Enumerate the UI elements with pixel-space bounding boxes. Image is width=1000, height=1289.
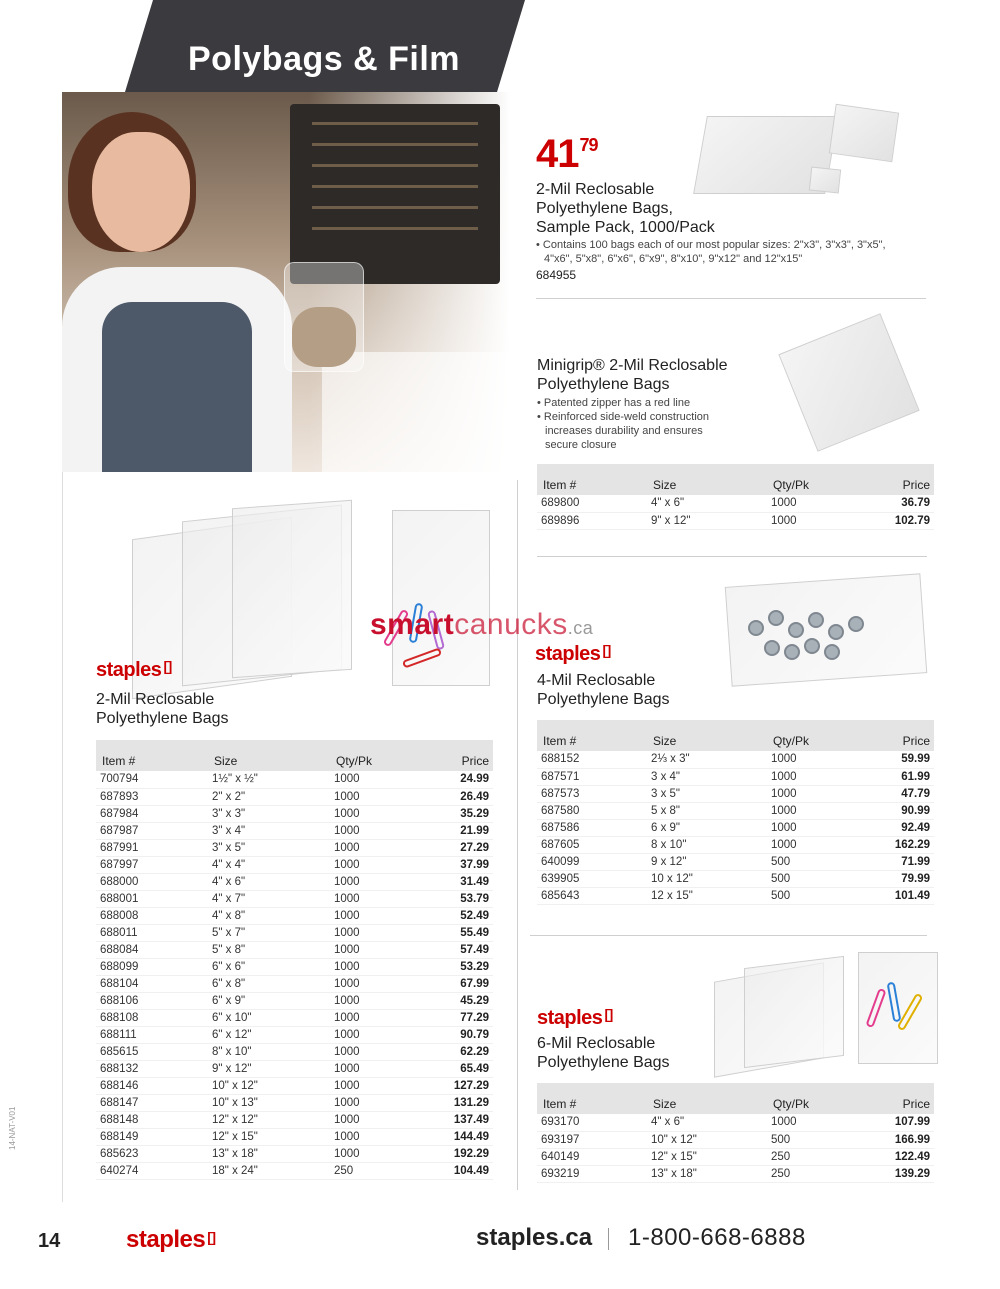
qty-cell: 1000 bbox=[330, 839, 420, 856]
size-cell: 12" x 15" bbox=[208, 1128, 330, 1145]
size-cell: 4" x 6" bbox=[647, 495, 767, 512]
price-cell: 37.99 bbox=[420, 856, 493, 873]
chalkboard bbox=[290, 104, 500, 284]
divider bbox=[536, 298, 926, 299]
size-cell: 18" x 24" bbox=[208, 1162, 330, 1179]
table-row bbox=[96, 1094, 493, 1111]
table-row bbox=[537, 495, 934, 512]
table-row bbox=[537, 870, 934, 887]
qty-cell: 1000 bbox=[767, 512, 857, 529]
table-row bbox=[96, 1145, 493, 1162]
qty-cell: 500 bbox=[767, 1131, 857, 1148]
table-row bbox=[96, 1128, 493, 1145]
item-number-cell: 687987 bbox=[96, 822, 208, 839]
face bbox=[92, 132, 190, 252]
size-cell: 13" x 18" bbox=[208, 1145, 330, 1162]
price-cell: 45.29 bbox=[420, 992, 493, 1009]
qty-cell: 1000 bbox=[330, 1077, 420, 1094]
item-number-cell: 688106 bbox=[96, 992, 208, 1009]
price-cell: 36.79 bbox=[857, 495, 934, 512]
size-cell: 4" x 6" bbox=[647, 1114, 767, 1131]
size-cell: 10 x 12" bbox=[647, 870, 767, 887]
size-cell: 2" x 2" bbox=[208, 788, 330, 805]
table-row bbox=[537, 751, 934, 768]
qty-cell: 500 bbox=[767, 887, 857, 904]
qty-cell: 1000 bbox=[767, 802, 857, 819]
six-mil-table: Item # Size Qty/Pk Price 693170 4" x 6" 1000 107.99 693197 10" x 12" 500 166.99 640149 12" x 15" 250 122.49 693219 13" x 18" 250 139.29 bbox=[537, 1083, 934, 1183]
six-mil-title: 6-Mil Reclosable Polyethylene Bags bbox=[537, 1035, 670, 1071]
item-number-cell: 687997 bbox=[96, 856, 208, 873]
price-cell: 131.29 bbox=[420, 1094, 493, 1111]
table-row bbox=[537, 802, 934, 819]
table-row bbox=[96, 1111, 493, 1128]
price-cell: 67.99 bbox=[420, 975, 493, 992]
qty-cell: 1000 bbox=[330, 907, 420, 924]
item-number-cell: 687991 bbox=[96, 839, 208, 856]
size-cell: 12" x 15" bbox=[647, 1148, 767, 1165]
sample-pack-image bbox=[700, 108, 910, 198]
size-cell: 9" x 12" bbox=[647, 512, 767, 529]
four-mil-table: Item # Size Qty/Pk Price 688152 2⅓ x 3" 1000 59.99 687571 3 x 4" 1000 61.99 687573 3 x 5" 1000 47.79 687580 5 x 8" 1000 90.99 687586 6 x 9" 1000 92.49 687605 8 x 10" 1000 162.29 640099 9 x 12" 500 71.99 639905 10 x 12" 500 79.99 685643 12 x 15" 500 101.49 bbox=[537, 720, 934, 905]
qty-cell: 1000 bbox=[330, 1060, 420, 1077]
item-number-cell: 687984 bbox=[96, 805, 208, 822]
footer-separator bbox=[608, 1228, 609, 1250]
table-row bbox=[96, 890, 493, 907]
qty-cell: 1000 bbox=[330, 1026, 420, 1043]
table-row bbox=[96, 924, 493, 941]
item-number-cell: 693197 bbox=[537, 1131, 647, 1148]
hero-photo bbox=[62, 92, 510, 472]
table-row bbox=[96, 992, 493, 1009]
two-mil-title: 2-Mil Reclosable Polyethylene Bags bbox=[96, 691, 229, 727]
price-cell: 65.49 bbox=[420, 1060, 493, 1077]
divider bbox=[530, 935, 927, 936]
qty-cell: 1000 bbox=[767, 836, 857, 853]
qty-cell: 1000 bbox=[330, 1128, 420, 1145]
qty-cell: 500 bbox=[767, 870, 857, 887]
price-cell: 90.79 bbox=[420, 1026, 493, 1043]
size-cell: 3" x 4" bbox=[208, 822, 330, 839]
item-number-cell: 687571 bbox=[537, 768, 647, 785]
table-row bbox=[96, 1162, 493, 1179]
price-cell: 79.99 bbox=[857, 870, 934, 887]
item-number-cell: 688099 bbox=[96, 958, 208, 975]
size-cell: 4" x 7" bbox=[208, 890, 330, 907]
four-mil-bag-image bbox=[728, 580, 928, 685]
qty-cell: 1000 bbox=[330, 958, 420, 975]
size-cell: 3" x 3" bbox=[208, 805, 330, 822]
size-cell: 6 x 9" bbox=[647, 819, 767, 836]
staples-logo: staples [] bbox=[96, 658, 172, 681]
qty-cell: 1000 bbox=[330, 856, 420, 873]
divider bbox=[537, 556, 927, 557]
table-row bbox=[96, 1060, 493, 1077]
qty-cell: 1000 bbox=[330, 873, 420, 890]
footer-staples-logo[interactable]: staples [] bbox=[126, 1226, 216, 1253]
item-number-cell: 688148 bbox=[96, 1111, 208, 1128]
table-row bbox=[537, 785, 934, 802]
minigrip-table: Item # Size Qty/Pk Price 689800 4" x 6" 1000 36.79 689896 9" x 12" 1000 102.79 bbox=[537, 464, 934, 530]
size-cell: 9 x 12" bbox=[647, 853, 767, 870]
table-row bbox=[96, 771, 493, 788]
size-cell: 10" x 12" bbox=[208, 1077, 330, 1094]
watermark: smartcanucks.ca bbox=[370, 608, 594, 641]
two-mil-bags-image bbox=[132, 498, 492, 688]
qty-cell: 250 bbox=[767, 1165, 857, 1182]
size-cell: 10" x 13" bbox=[208, 1094, 330, 1111]
price-cell: 192.29 bbox=[420, 1145, 493, 1162]
item-number-cell: 639905 bbox=[537, 870, 647, 887]
price-cell: 53.29 bbox=[420, 958, 493, 975]
two-mil-table: Item # Size Qty/Pk Price 700794 1½" x ½" 1000 24.99 687893 2" x 2" 1000 26.49 687984 3" x 3" 1000 35.29 687987 3" x 4" 1000 21.99 687991 3" x 5" 1000 27.29 687997 4" x 4" 1000 37.99 688000 4" x 6" 1000 31.49 688001 4" x 7" 1000 53.79 688008 4" x 8" 1000 52.49 688011 5" x 7" 1000 55.49 688084 5" x 8" 1000 57.49 688099 6" x 6" 1000 53.29 688104 6" x 8" 1000 67.99 688106 6" x 9" 1000 45.29 688108 6" x 10" 1000 77.29 688111 6" x 12" 1000 90.79 685615 8" x 10" 1000 62.29 688132 9" x 12" 1000 65.49 688146 10" x 12" 1000 127.29 688147 10" x 13" 1000 131.29 688148 12" x 12" 1000 137.49 688149 12" x 15" 1000 144.49 685623 13" x 18" 1000 192.29 640274 18" x 24" 250 104.49 bbox=[96, 740, 493, 1180]
qty-cell: 1000 bbox=[330, 890, 420, 907]
table-row bbox=[537, 819, 934, 836]
table-row bbox=[537, 1165, 934, 1182]
qty-cell: 1000 bbox=[330, 992, 420, 1009]
qty-cell: 1000 bbox=[330, 771, 420, 788]
price-cell: 52.49 bbox=[420, 907, 493, 924]
price-cell: 144.49 bbox=[420, 1128, 493, 1145]
size-cell: 5" x 8" bbox=[208, 941, 330, 958]
size-cell: 8 x 10" bbox=[647, 836, 767, 853]
column-divider bbox=[517, 480, 518, 1190]
item-number-cell: 687586 bbox=[537, 819, 647, 836]
table-row bbox=[537, 1131, 934, 1148]
minigrip-title: Minigrip® 2-Mil Reclosable Polyethylene Bags bbox=[537, 357, 728, 393]
minigrip-bag-image bbox=[784, 330, 924, 445]
table-row bbox=[96, 1077, 493, 1094]
featured-title: 2-Mil Reclosable Polyethylene Bags, Sample Pack, 1000/Pack bbox=[536, 181, 715, 236]
price-cell: 55.49 bbox=[420, 924, 493, 941]
table-row bbox=[96, 839, 493, 856]
size-cell: 4" x 8" bbox=[208, 907, 330, 924]
price-cell: 62.29 bbox=[420, 1043, 493, 1060]
size-cell: 4" x 4" bbox=[208, 856, 330, 873]
qty-cell: 1000 bbox=[330, 1009, 420, 1026]
qty-cell: 1000 bbox=[330, 805, 420, 822]
item-number-cell: 688011 bbox=[96, 924, 208, 941]
qty-cell: 1000 bbox=[330, 941, 420, 958]
price-cell: 71.99 bbox=[857, 853, 934, 870]
item-number-cell: 688111 bbox=[96, 1026, 208, 1043]
item-number-cell: 688147 bbox=[96, 1094, 208, 1111]
four-mil-title: 4-Mil Reclosable Polyethylene Bags bbox=[537, 672, 670, 708]
size-cell: 5 x 8" bbox=[647, 802, 767, 819]
price-cell: 137.49 bbox=[420, 1111, 493, 1128]
size-cell: 3" x 5" bbox=[208, 839, 330, 856]
size-cell: 6" x 6" bbox=[208, 958, 330, 975]
table-row bbox=[96, 958, 493, 975]
size-cell: 1½" x ½" bbox=[208, 771, 330, 788]
size-cell: 9" x 12" bbox=[208, 1060, 330, 1077]
qty-cell: 1000 bbox=[330, 1145, 420, 1162]
price-cell: 27.29 bbox=[420, 839, 493, 856]
item-number-cell: 688149 bbox=[96, 1128, 208, 1145]
table-row bbox=[96, 1043, 493, 1060]
footer-phone[interactable]: 1-800-668-6888 bbox=[628, 1224, 806, 1251]
item-number-cell: 687893 bbox=[96, 788, 208, 805]
size-cell: 6" x 8" bbox=[208, 975, 330, 992]
size-cell: 6" x 10" bbox=[208, 1009, 330, 1026]
page-number: 14 bbox=[38, 1230, 61, 1252]
item-number-cell: 688000 bbox=[96, 873, 208, 890]
qty-cell: 250 bbox=[330, 1162, 420, 1179]
item-number-cell: 687580 bbox=[537, 802, 647, 819]
price-cell: 107.99 bbox=[857, 1114, 934, 1131]
item-number-cell: 688104 bbox=[96, 975, 208, 992]
qty-cell: 1000 bbox=[767, 495, 857, 512]
table-row bbox=[96, 856, 493, 873]
table-row bbox=[96, 975, 493, 992]
item-number-cell: 689800 bbox=[537, 495, 647, 512]
featured-price: $41^{79}$ bbox=[536, 132, 598, 176]
staples-logo: staples [] bbox=[535, 642, 611, 665]
qty-cell: 1000 bbox=[330, 924, 420, 941]
price-cell: 166.99 bbox=[857, 1131, 934, 1148]
table-row bbox=[96, 822, 493, 839]
price-cell: 77.29 bbox=[420, 1009, 493, 1026]
price-cell: 122.49 bbox=[857, 1148, 934, 1165]
price-cell: 104.49 bbox=[420, 1162, 493, 1179]
item-number-cell: 688001 bbox=[96, 890, 208, 907]
size-cell: 6" x 12" bbox=[208, 1026, 330, 1043]
item-number-cell: 685615 bbox=[96, 1043, 208, 1060]
item-number-cell: 688008 bbox=[96, 907, 208, 924]
qty-cell: 500 bbox=[767, 853, 857, 870]
footer-url[interactable]: staples.ca bbox=[476, 1224, 593, 1251]
table-row bbox=[96, 788, 493, 805]
table-row bbox=[96, 873, 493, 890]
table-row bbox=[96, 1009, 493, 1026]
qty-cell: 1000 bbox=[767, 785, 857, 802]
item-number-cell: 687605 bbox=[537, 836, 647, 853]
item-number-cell: 688146 bbox=[96, 1077, 208, 1094]
item-number-cell: 689896 bbox=[537, 512, 647, 529]
table-row bbox=[96, 805, 493, 822]
price-cell: 101.49 bbox=[857, 887, 934, 904]
qty-cell: 1000 bbox=[767, 1114, 857, 1131]
price-cell: 61.99 bbox=[857, 768, 934, 785]
qty-cell: 1000 bbox=[330, 788, 420, 805]
qty-cell: 250 bbox=[767, 1148, 857, 1165]
qty-cell: 1000 bbox=[767, 819, 857, 836]
qty-cell: 1000 bbox=[330, 822, 420, 839]
table-row bbox=[537, 853, 934, 870]
table-row bbox=[537, 1114, 934, 1131]
six-mil-bags-image bbox=[714, 948, 944, 1070]
price-cell: 162.29 bbox=[857, 836, 934, 853]
qty-cell: 1000 bbox=[330, 975, 420, 992]
price-cell: 127.29 bbox=[420, 1077, 493, 1094]
apron bbox=[102, 302, 252, 472]
size-cell: 13" x 18" bbox=[647, 1165, 767, 1182]
item-number-cell: 685643 bbox=[537, 887, 647, 904]
price-cell: 59.99 bbox=[857, 751, 934, 768]
side-code: 14-NAT-V01 bbox=[8, 1106, 17, 1150]
item-number-cell: 700794 bbox=[96, 771, 208, 788]
item-number-cell: 687573 bbox=[537, 785, 647, 802]
qty-cell: 1000 bbox=[767, 768, 857, 785]
qty-cell: 1000 bbox=[330, 1043, 420, 1060]
price-cell: 90.99 bbox=[857, 802, 934, 819]
size-cell: 5" x 7" bbox=[208, 924, 330, 941]
size-cell: 12" x 12" bbox=[208, 1111, 330, 1128]
item-number-cell: 688108 bbox=[96, 1009, 208, 1026]
item-number-cell: 688132 bbox=[96, 1060, 208, 1077]
price-cell: 102.79 bbox=[857, 512, 934, 529]
price-cell: 139.29 bbox=[857, 1165, 934, 1182]
item-number-cell: 640149 bbox=[537, 1148, 647, 1165]
price-cell: 47.79 bbox=[857, 785, 934, 802]
price-cell: 53.79 bbox=[420, 890, 493, 907]
table-row bbox=[537, 768, 934, 785]
staples-logo: staples [] bbox=[537, 1006, 613, 1029]
size-cell: 8" x 10" bbox=[208, 1043, 330, 1060]
size-cell: 4" x 6" bbox=[208, 873, 330, 890]
price-cell: 21.99 bbox=[420, 822, 493, 839]
size-cell: 2⅓ x 3" bbox=[647, 751, 767, 768]
size-cell: 6" x 9" bbox=[208, 992, 330, 1009]
qty-cell: 1000 bbox=[767, 751, 857, 768]
table-row bbox=[96, 941, 493, 958]
featured-bullets: • Contains 100 bags each of our most popular sizes: 2"x3", 3"x3", 3"x5", 4"x6", 5"x8", 6"x6", 6"x9", 8"x10", 9"x12" and 12"x15" bbox=[536, 238, 916, 266]
size-cell: 3 x 4" bbox=[647, 768, 767, 785]
table-row bbox=[537, 1148, 934, 1165]
item-number-cell: 688152 bbox=[537, 751, 647, 768]
qty-cell: 1000 bbox=[330, 1094, 420, 1111]
size-cell: 3 x 5" bbox=[647, 785, 767, 802]
price-cell: 35.29 bbox=[420, 805, 493, 822]
item-number-cell: 640274 bbox=[96, 1162, 208, 1179]
item-number-cell: 693219 bbox=[537, 1165, 647, 1182]
table-row bbox=[537, 887, 934, 904]
table-row bbox=[537, 512, 934, 529]
item-number-cell: 693170 bbox=[537, 1114, 647, 1131]
size-cell: 10" x 12" bbox=[647, 1131, 767, 1148]
minigrip-bullets: • Patented zipper has a red line • Reinforced side-weld construction increases durability and ensures secure closure bbox=[537, 396, 737, 452]
item-number-cell: 688084 bbox=[96, 941, 208, 958]
price-cell: 92.49 bbox=[857, 819, 934, 836]
price-cell: 57.49 bbox=[420, 941, 493, 958]
size-cell: 12 x 15" bbox=[647, 887, 767, 904]
featured-item-number: 684955 bbox=[536, 268, 577, 282]
cookie-bag bbox=[284, 262, 364, 372]
table-row bbox=[537, 836, 934, 853]
item-number-cell: 640099 bbox=[537, 853, 647, 870]
price-cell: 31.49 bbox=[420, 873, 493, 890]
price-cell: 24.99 bbox=[420, 771, 493, 788]
item-number-cell: 685623 bbox=[96, 1145, 208, 1162]
qty-cell: 1000 bbox=[330, 1111, 420, 1128]
table-row bbox=[96, 1026, 493, 1043]
page-title: Polybags & Film bbox=[188, 40, 460, 78]
table-row bbox=[96, 907, 493, 924]
price-cell: 26.49 bbox=[420, 788, 493, 805]
